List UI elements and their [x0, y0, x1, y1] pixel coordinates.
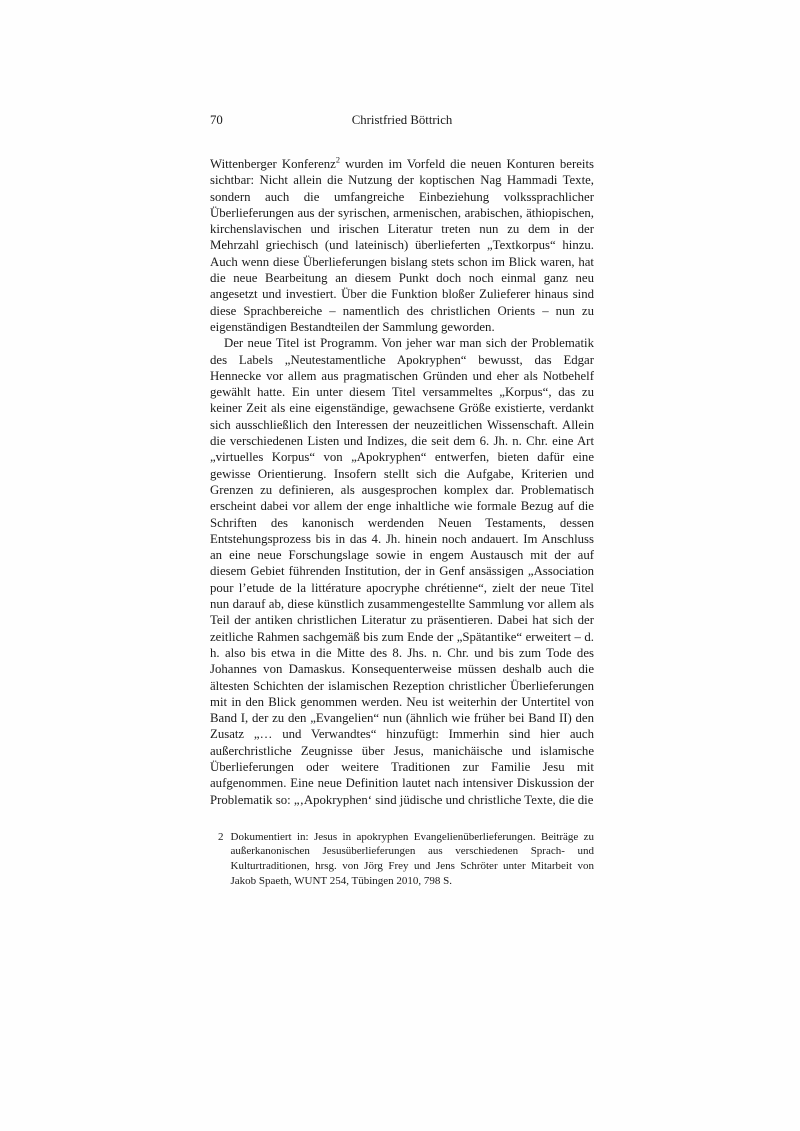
paragraph: Der neue Titel ist Programm. Von jeher war man sich der Problematik des Labels „Neutestamentliche Apokryphen“ bewusst, das Edgar Hennecke vor allem aus pragmatischen Gründen und eher als Notbehelf gewählt hatte. Ein unter diesem Titel versammeltes „Korpus“, das zu keiner Zeit als eine eigenständige, gewachsene Größe existierte, verdankt sich ausschließlich den Interessen der neuzeitlichen Wissenschaft. Allein die verschiedenen Listen und Indizes, die seit dem 6. Jh. n. Chr. eine Art „virtuelles Korpus“ von „Apokryphen“ entwerfen, bieten dafür eine gewisse Orientierung. Insofern stellt sich die Aufgabe, Kriterien und Grenzen zu definieren, als ausgesprochen komplex dar. Problematisch erscheint dabei vor allem der enge inhaltliche wie formale Bezug auf die Schriften des kanonisch werdenden Neuen Testaments, dessen Entstehungsprozess bis in das 4. Jh. hinein noch andauert. Im Anschluss an eine neue Forschungslage sowie in engem Austausch mit der auf diesem Gebiet führenden Institution, der in Genf ansässigen „Association pour l’etude de la littérature apocryphe chrétienne“, zielt der neue Titel nun darauf ab, diese künstlich zusammengestellte Sammlung vor allem als Teil der antiken christlichen Literatur zu präsentieren. Dabei hat sich der zeitliche Rahmen sachgemäß bis zum Ende der „Spätantike“ erweitert – d. h. also bis etwa in die Mitte des 8. Jhs. n. Chr. und bis zum Tode des Johannes von Damaskus. Konsequenterweise müssen deshalb auch die ältesten Schichten der islamischen Rezeption christlicher Überlieferungen mit in den Blick genommen werden. Neu ist weiterhin der Untertitel von Band I, der zu den „Evangelien“ nun (ähnlich wie früher bei Band II) den Zusatz „… und Verwandtes“ hinzufügt: Immerhin sind hier auch außerchristliche Zeugnisse über Jesus, manichäische und islamische Überlieferungen oder weitere Traditionen zur Familie Jesu mit aufgenommen. Eine neue Definition lautet nach intensiver Diskussion der Problematik so: „‚Apokryphen‘ sind jüdische und christliche Texte, die die: [210, 336, 594, 807]
running-head: Christfried Böttrich: [351, 113, 453, 127]
body-text: [210, 156, 594, 808]
footnote: [210, 830, 594, 888]
footnote-text: Dokumentiert in: Jesus in apokryphen Evangelienüberlieferungen. Beiträge zu außerkanonischen Jesusüberlieferungen aus verschiedenen Sprach- und Kulturtraditionen, hrsg. von Jörg Frey und Jens Schröter unter Mitarbeit von Jakob Spaeth, WUNT 254, Tübingen 2010, 798 S.: [230, 830, 594, 887]
text-block: [210, 112, 594, 888]
footnote-reference: 2: [335, 155, 340, 165]
page-number: 70: [210, 113, 223, 127]
paragraph: Wittenberger Konferenz$^2$ wurden im Vorfeld die neuen Konturen bereits sichtbar: Nicht allein die Nutzung der koptischen Nag Hammadi Texte, sondern auch die umfangreiche Einbeziehung volkssprachlicher Überlieferungen aus der syrischen, armenischen, arabischen, äthiopischen, kirchenslavischen und irischen Literatur treten nun zu dem in der Mehrzahl griechisch (und lateinisch) überlieferten „Textkorpus“ hinzu. Auch wenn diese Überlieferungen bislang stets schon im Blick waren, hat die neue Bearbeitung an diesem Punkt doch noch einmal ganz neu angesetzt und investiert. Über die Funktion bloßer Zulieferer hinaus sind diese Sprachbereiche – namentlich des christlichen Orients – nun zu eigenständigen Bestandteilen der Sammlung geworden.: [210, 155, 594, 334]
running-header: [210, 112, 594, 130]
footnote-marker: 2: [218, 830, 224, 843]
